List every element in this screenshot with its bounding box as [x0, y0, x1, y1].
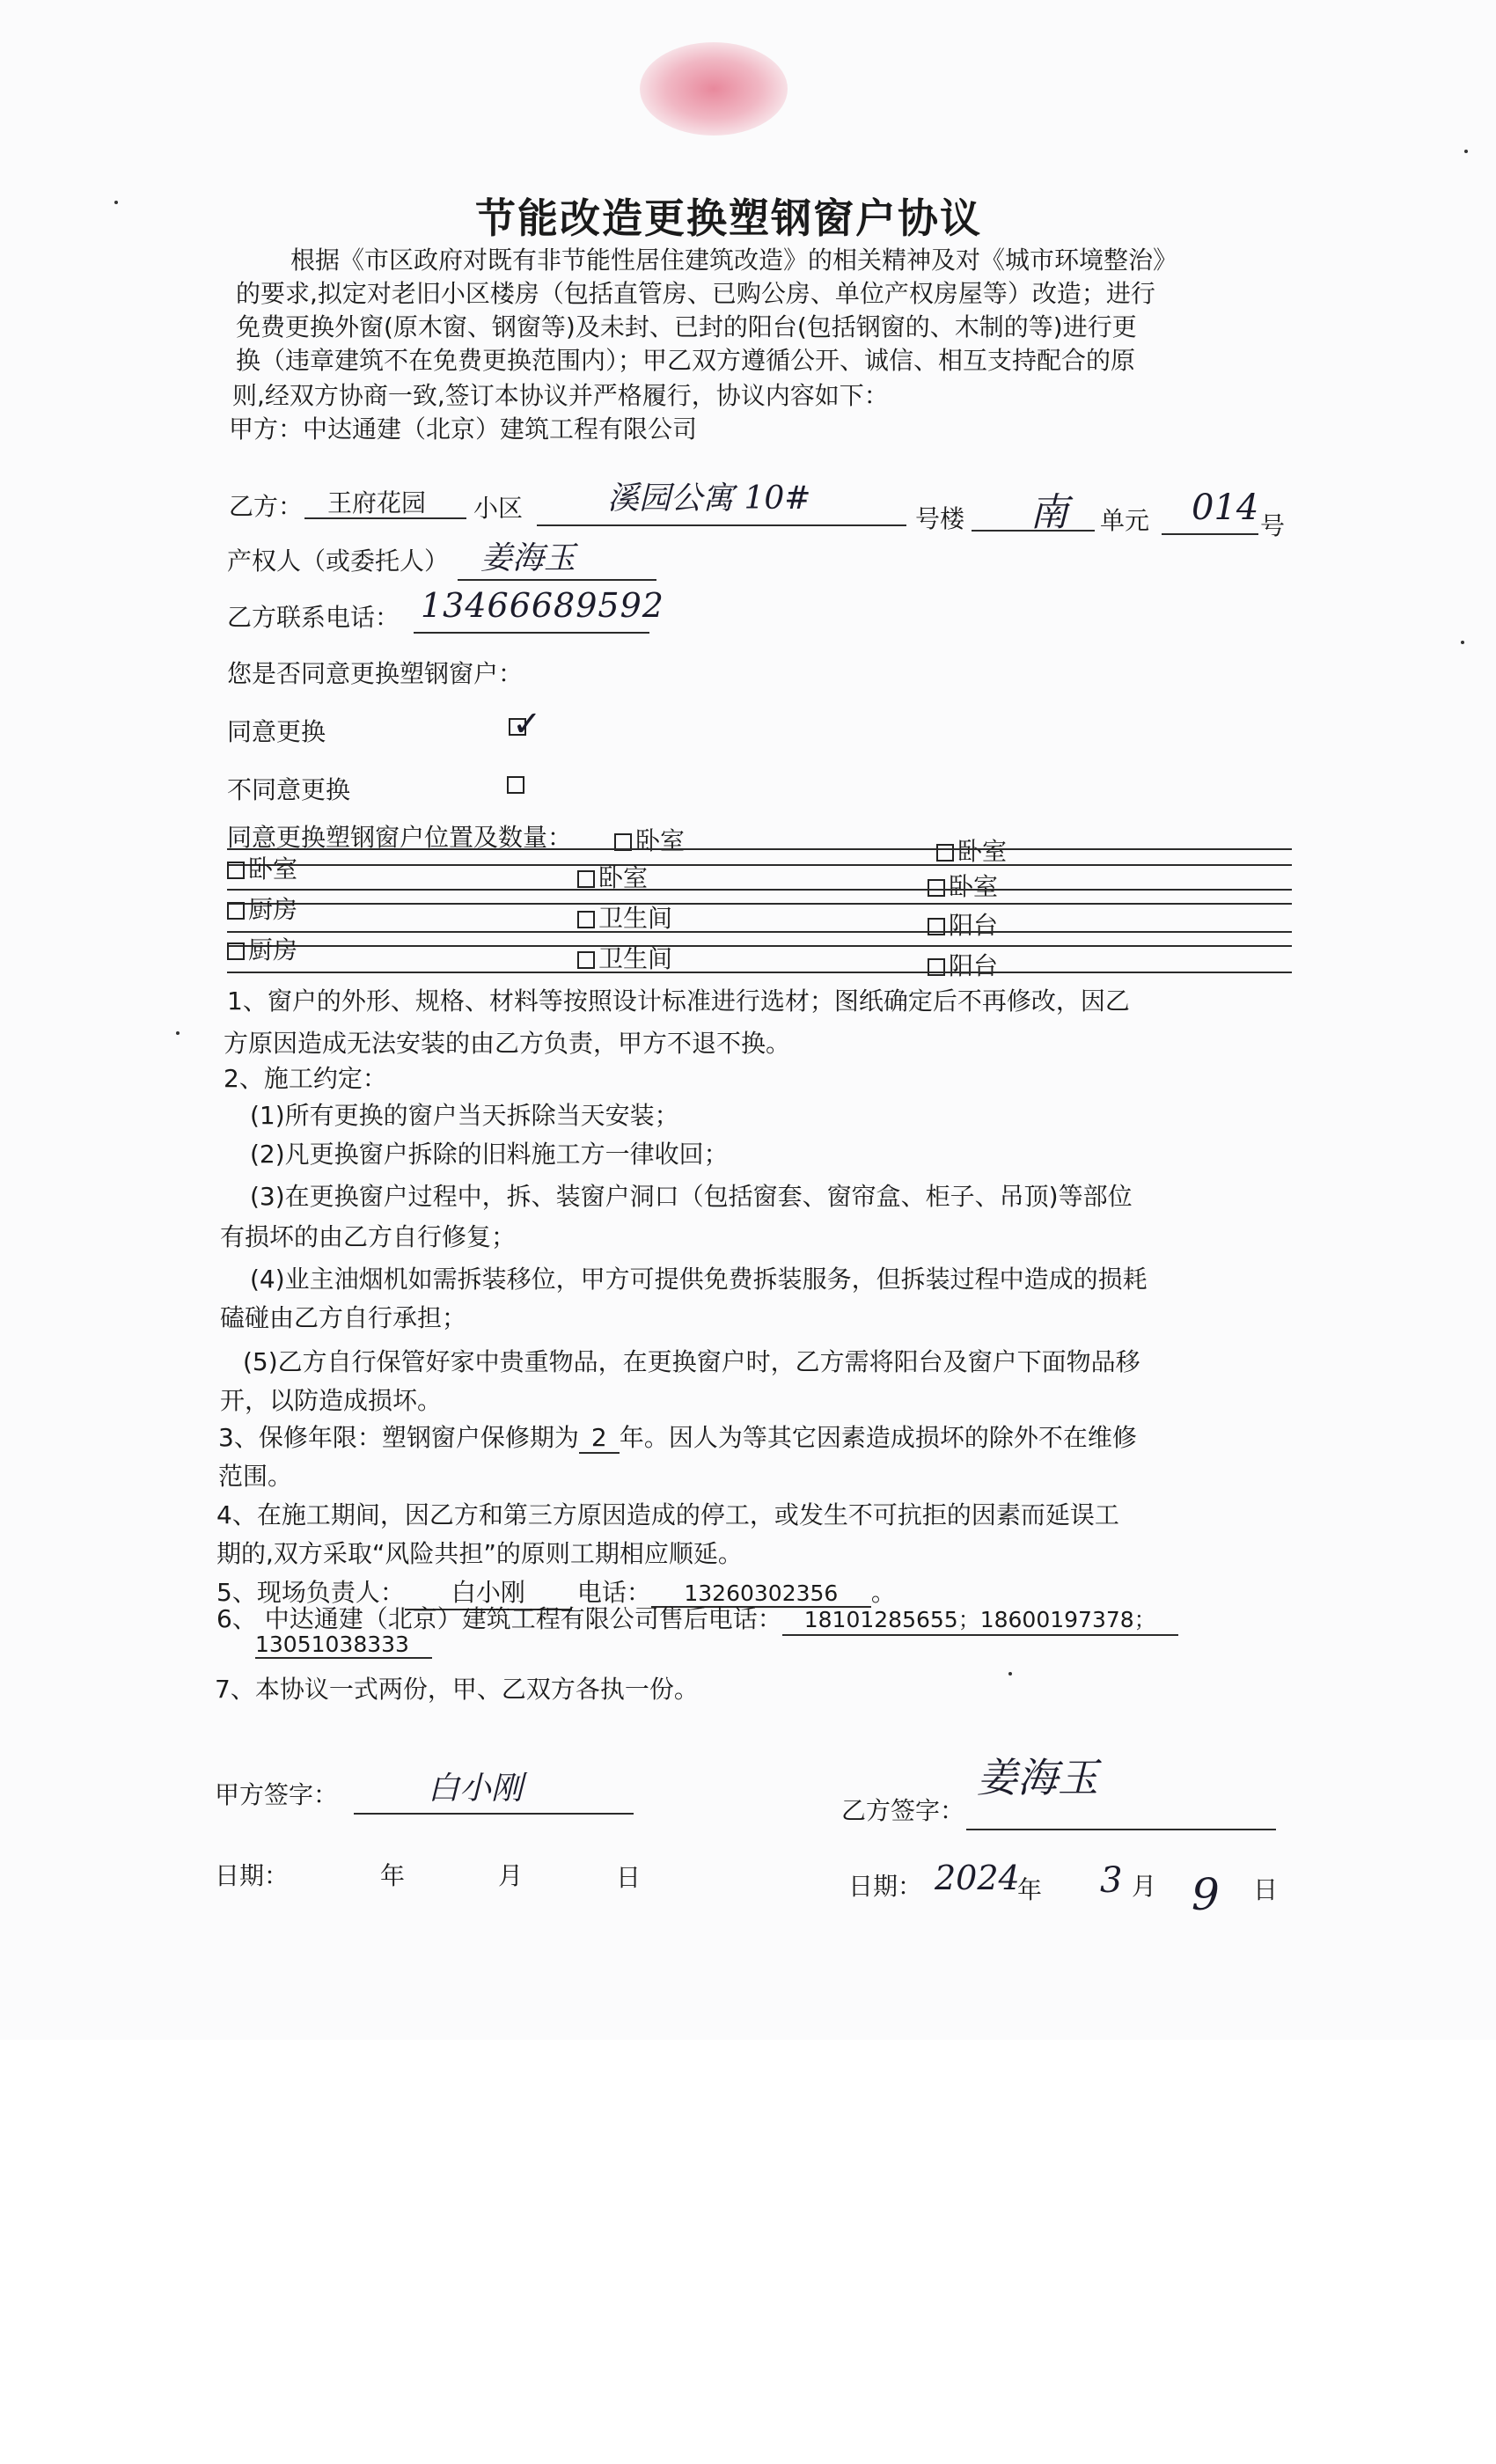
position-item: 卧室 [577, 859, 648, 894]
position-item: 厨房 [227, 891, 297, 926]
checkbox-box [928, 958, 945, 976]
positions-label: 同意更换塑钢窗户位置及数量： [227, 823, 573, 852]
scan-speck [176, 1031, 180, 1035]
clause-line: 2、施工约定： [224, 1064, 387, 1093]
intro-line: 根据《市区政府对既有非节能性居住建筑改造》的相关精神及对《城市环境整治》 [290, 246, 1178, 275]
clause-line: 有损坏的由乙方自行修复； [220, 1222, 517, 1251]
position-item: 卧室 [936, 832, 1007, 868]
check-mark-icon: ✓ [512, 704, 542, 744]
checkbox-box [928, 918, 945, 935]
party-a-date-month: 月 [498, 1861, 524, 1890]
clause-line: 1、窗户的外形、规格、材料等按照设计标准进行选材；图纸确定后不再修改，因乙 [227, 986, 1130, 1016]
checkbox-box [577, 911, 595, 928]
aftersales-phone-last: 13051038333 [255, 1632, 432, 1659]
party-b-date-month-value: 3 [1100, 1860, 1123, 1901]
party-b-date-day: 日 [1253, 1875, 1279, 1904]
disagree-checkbox[interactable] [507, 776, 528, 796]
clause-line: (1)所有更换的窗户当天拆除当天安装； [250, 1101, 679, 1130]
scan-speck [114, 201, 118, 204]
party-b-date-month: 月 [1132, 1872, 1157, 1901]
phone-label: 乙方联系电话： [227, 603, 400, 632]
party-a-date-label: 日期： [215, 1861, 290, 1890]
clause-line: 磕碰由乙方自行承担； [220, 1303, 467, 1332]
checkbox-box [507, 776, 524, 794]
warranty-line2: 范围。 [218, 1462, 293, 1491]
community-suffix: 小区 [473, 494, 524, 523]
party-b-signature: 姜海玉 [977, 1754, 1098, 1801]
owner-signature: 姜海玉 [480, 540, 576, 576]
warranty-years: 2 [579, 1423, 620, 1454]
intro-line: 则,经双方协商一致,签订本协议并严格履行，协议内容如下： [232, 381, 889, 410]
checkbox-box [936, 844, 954, 862]
owner-underline [458, 579, 656, 581]
party-a-date-year: 年 [380, 1861, 406, 1890]
phone-value: 13466689592 [421, 586, 664, 625]
agree-label: 同意更换 [227, 717, 326, 746]
document-title: 节能改造更换塑钢窗户协议 [475, 194, 982, 242]
building-underline [537, 524, 906, 526]
party-a-sign-line [354, 1813, 634, 1815]
warranty-clause: 3、保修年限：塑钢窗户保修期为 2 年。因人为等其它因素造成损坏的除外不在维修 [218, 1423, 1137, 1452]
unit-suffix: 单元 [1100, 506, 1150, 535]
checkbox-box [227, 862, 245, 879]
intro-line: 免费更换外窗(原木窗、钢窗等)及未封、已封的阳台(包括钢窗的、木制的等)进行更 [236, 312, 1137, 341]
position-item: 卧室 [928, 868, 998, 903]
clause-line: 开，以防造成损坏。 [220, 1386, 443, 1415]
party-a-line: 甲方：中达通建（北京）建筑工程有限公司 [229, 414, 698, 444]
unit-value: 南 [1030, 490, 1068, 535]
table-rule [227, 945, 1292, 947]
position-item: 卫生间 [577, 899, 672, 935]
clause-line: (4)业主油烟机如需拆装移位，甲方可提供免费拆装服务，但拆装过程中造成的损耗 [250, 1265, 1148, 1294]
red-seal-stamp [640, 42, 788, 136]
table-rule [227, 972, 1292, 973]
party-a-signature: 白小刚 [428, 1771, 524, 1807]
room-suffix: 号 [1260, 511, 1286, 540]
copies-clause: 7、本协议一式两份，甲、乙双方各执一份。 [215, 1675, 699, 1704]
position-item: 阳台 [928, 906, 998, 942]
clause-line: (2)凡更换窗户拆除的旧料施工方一律收回； [250, 1140, 729, 1169]
position-item: 阳台 [928, 947, 998, 982]
owner-label: 产权人（或委托人） [227, 546, 450, 576]
site-manager-name: 白小刚 [405, 1573, 572, 1610]
intro-line: 换（违章建筑不在免费更换范围内）；甲乙双方遵循公开、诚信、相互支持配合的原 [236, 346, 1136, 375]
party-b-sign-label: 乙方签字： [841, 1796, 965, 1825]
checkbox-box [227, 902, 245, 920]
party-b-date-year: 年 [1017, 1875, 1043, 1904]
scan-speck [1008, 1672, 1012, 1676]
table-rule [227, 903, 1292, 905]
site-manager-clause: 5、现场负责人： 白小刚 电话： 13260302356 。 [216, 1573, 896, 1610]
room-underline [1162, 533, 1258, 535]
building-suffix: 号楼 [915, 504, 965, 533]
aftersales-clause: 6、 中达通建（北京）建筑工程有限公司售后电话： 18101285655；18600197378； [216, 1600, 1178, 1636]
position-item: 卧室 [614, 822, 685, 857]
position-item: 厨房 [227, 931, 297, 966]
party-b-date-label: 日期： [848, 1872, 923, 1901]
consent-question: 您是否同意更换塑钢窗户： [227, 659, 524, 688]
scan-speck [1461, 641, 1464, 644]
aftersales-phones: 18101285655；18600197378； [782, 1602, 1178, 1636]
site-manager-phone: 13260302356 [651, 1580, 871, 1608]
table-rule [227, 889, 1292, 891]
clause4-line: 期的,双方采取“风险共担”的原则工期相应顺延。 [216, 1539, 743, 1568]
room-value: 014 [1192, 488, 1259, 528]
intro-line: 的要求,拟定对老旧小区楼房（包括直管房、已购公房、单位产权房屋等）改造；进行 [236, 279, 1155, 308]
phone-underline [414, 632, 649, 634]
table-rule [227, 931, 1292, 933]
checkbox-box [227, 942, 245, 960]
position-item: 卫生间 [577, 940, 672, 975]
clause-line: (3)在更换窗户过程中，拆、装窗户洞口（包括窗套、窗帘盒、柜子、吊顶)等部位 [250, 1182, 1133, 1211]
community-value: 王府花园 [327, 488, 427, 517]
disagree-label: 不同意更换 [227, 775, 351, 804]
unit-underline [972, 530, 1095, 532]
party-b-sign-line [966, 1829, 1276, 1830]
clause4-line: 4、在施工期间，因乙方和第三方原因造成的停工，或发生不可抗拒的因素而延误工 [216, 1500, 1119, 1529]
table-rule [227, 864, 1292, 866]
checkbox-box [928, 879, 945, 897]
position-item: 卧室 [227, 850, 297, 885]
party-b-date-day-value: 9 [1192, 1869, 1220, 1920]
party-a-date-day: 日 [616, 1863, 642, 1892]
agree-checkbox[interactable] [509, 704, 542, 744]
checkbox-box [577, 951, 595, 969]
checkbox-box [577, 870, 595, 888]
party-a-sign-label: 甲方签字： [215, 1780, 339, 1809]
community-underline [304, 517, 466, 519]
party-b-date-year-value: 2024 [935, 1859, 1020, 1897]
scan-speck [1464, 150, 1468, 153]
clause-line: 方原因造成无法安装的由乙方负责，甲方不退不换。 [224, 1029, 791, 1058]
party-b-label: 乙方： [229, 492, 304, 521]
clause-line: (5)乙方自行保管好家中贵重物品，在更换窗户时，乙方需将阳台及窗户下面物品移 [243, 1347, 1140, 1376]
table-rule [227, 848, 1292, 850]
building-value: 溪园公寓 10# [607, 480, 811, 517]
